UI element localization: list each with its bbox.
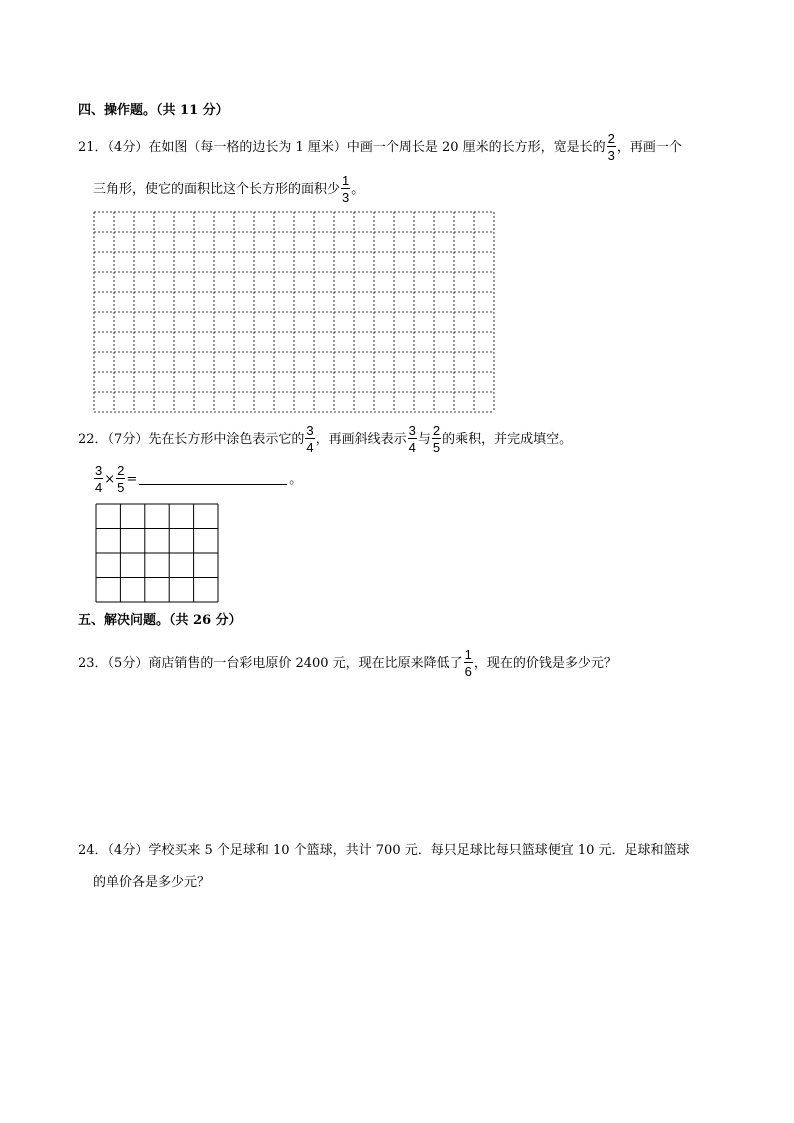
q22-fraction-two-fifths — [432, 424, 441, 454]
fraction-numerator: 1 — [464, 647, 472, 662]
q21-line2-end: 。 — [351, 181, 365, 197]
fraction-numerator: 2 — [432, 423, 441, 438]
times-sign: × — [104, 471, 116, 487]
fraction-denominator: 6 — [464, 664, 472, 679]
fraction-numerator: 3 — [95, 463, 103, 478]
q23-text-1: 23．（5分）商店销售的一台彩电原价 2400 元，现在比原来降低了 — [78, 655, 463, 671]
fraction-numerator: 2 — [607, 131, 615, 146]
q22-equation — [93, 464, 302, 494]
q24-line1: 24．（4分）学校买来 5 个足球和 10 个篮球，共计 700 元．每只足球比每只篮球便宜 10 元．足球和篮球 — [78, 843, 690, 858]
q22-line1 — [78, 424, 572, 454]
q22-rectangle-grid — [96, 504, 218, 602]
q21-fraction-one-third — [341, 174, 350, 204]
fraction-denominator: 5 — [432, 440, 441, 455]
fraction-denominator: 5 — [117, 480, 125, 495]
q23-text-2: ，现在的价钱是多少元？ — [473, 655, 617, 671]
fraction-denominator: 4 — [95, 480, 103, 495]
equals-sign: = — [126, 471, 138, 487]
fraction-numerator: 1 — [342, 173, 350, 188]
q24-line2: 的单价各是多少元？ — [93, 875, 211, 890]
eq-fraction-two-fifths — [116, 464, 125, 494]
fraction-denominator: 3 — [342, 190, 350, 205]
q21-line2-text: 三角形，使它的面积比这个长方形的面积少 — [93, 181, 341, 197]
q22-fraction-three-quarters-2 — [408, 424, 417, 454]
fraction-numerator: 2 — [117, 463, 125, 478]
q21-fraction-two-thirds — [607, 132, 616, 162]
q23-line — [78, 648, 617, 678]
eq-fraction-three-quarters — [94, 464, 103, 494]
q21-line1 — [78, 132, 682, 162]
q22-text-3: 与 — [417, 431, 431, 447]
fraction-numerator: 3 — [306, 423, 314, 438]
section-4-title: 四、操作题。（共 11 分） — [78, 103, 229, 118]
q22-fraction-three-quarters — [305, 424, 314, 454]
q21-dotted-grid — [94, 212, 494, 412]
q21-line2 — [93, 174, 364, 204]
q22-text-2: ，再画斜线表示 — [315, 431, 407, 447]
fraction-denominator: 4 — [408, 440, 416, 455]
fraction-numerator: 3 — [408, 423, 416, 438]
answer-blank[interactable] — [139, 474, 287, 485]
eq-end: 。 — [289, 471, 303, 487]
fraction-denominator: 3 — [607, 148, 615, 163]
q23-fraction-one-sixth — [464, 648, 473, 678]
section-5-title: 五、解决问题。（共 26 分） — [78, 613, 242, 628]
q22-text-1: 22．（7分）先在长方形中涂色表示它的 — [78, 431, 305, 447]
q21-text-after: ，再画一个 — [616, 139, 682, 155]
q21-text: 21．（4分）在如图（每一格的边长为 1 厘米）中画一个周长是 20 厘米的长方形，宽是长的 — [78, 139, 606, 155]
q22-text-4: 的乘积，并完成填空。 — [442, 431, 573, 447]
fraction-denominator: 4 — [306, 440, 314, 455]
